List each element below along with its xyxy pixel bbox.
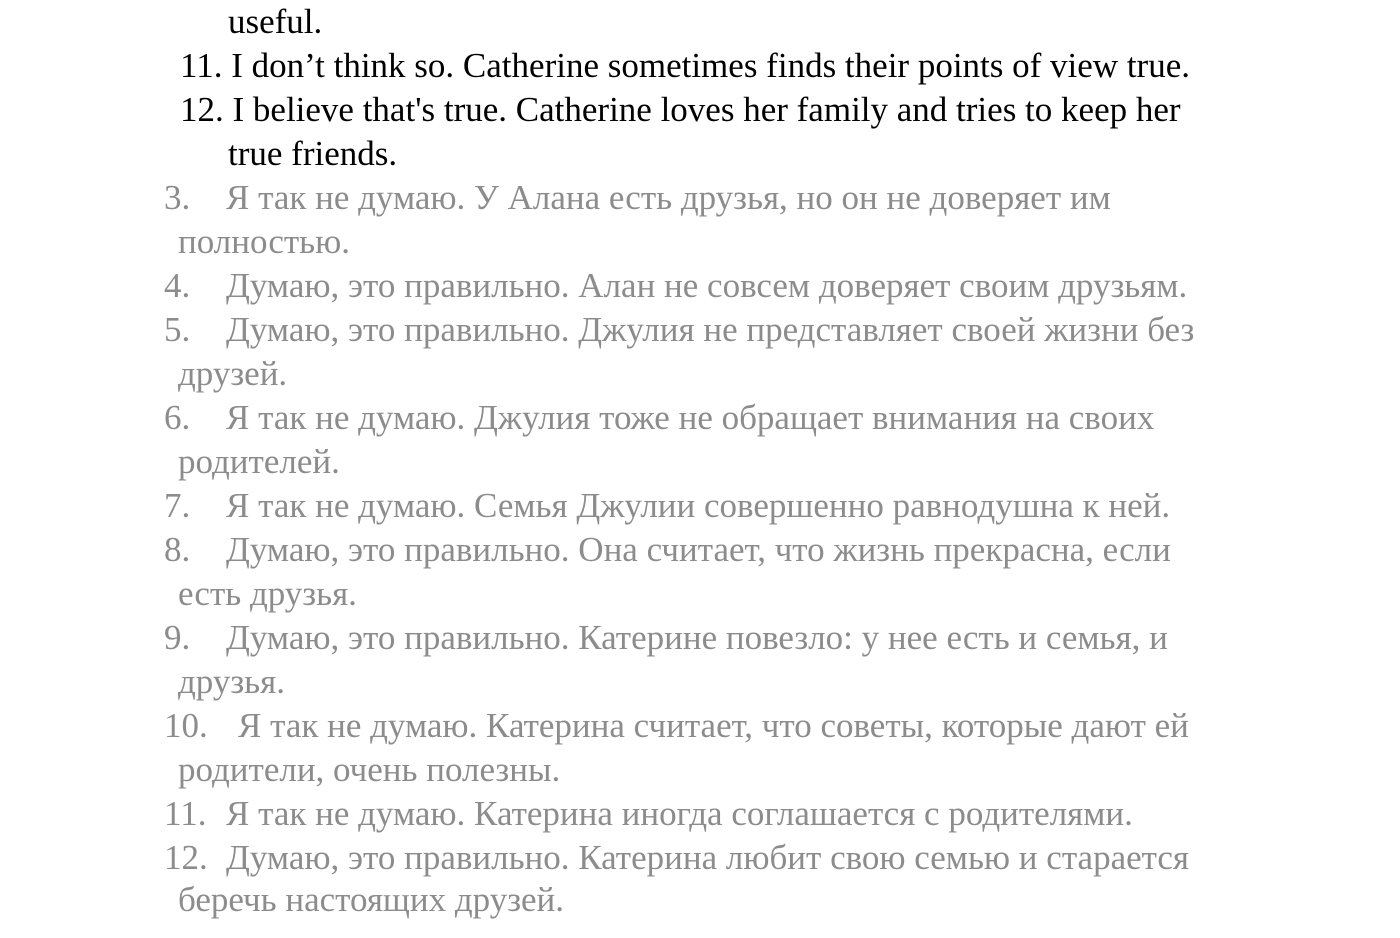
russian-item-10-text: Я так не думаю. Катерина считает, что советы, которые дают ей <box>238 706 1189 745</box>
russian-item-9-text: Думаю, это правильно. Катерине повезло: у нее есть и семья, и <box>226 618 1168 657</box>
english-item-11 <box>180 44 1190 88</box>
russian-item-9-continuation: друзья. <box>178 662 285 701</box>
russian-item-6-number: 6. <box>164 398 191 437</box>
russian-item-4-number: 4. <box>164 266 191 305</box>
russian-item-12-continuation: беречь настоящих друзей. <box>178 880 565 919</box>
english-item-11-number: 11. <box>180 46 223 85</box>
russian-item-12-number: 12. <box>164 838 208 877</box>
russian-item-7-number: 7. <box>164 486 191 525</box>
russian-item-5-number: 5. <box>164 310 191 349</box>
russian-item-8-continuation: есть друзья. <box>178 574 357 613</box>
russian-item-3-number: 3. <box>164 178 191 217</box>
english-item-12-number: 12. <box>180 90 224 129</box>
english-item-10-continuation-text: useful. <box>228 2 323 41</box>
russian-item-5-continuation: друзей. <box>178 354 288 393</box>
russian-item-5-text: Думаю, это правильно. Джулия не представляет своей жизни без <box>226 310 1195 349</box>
english-item-12 <box>180 88 1181 132</box>
russian-item-3-continuation: полностью. <box>178 222 351 261</box>
russian-item-10-number: 10. <box>164 706 208 745</box>
russian-item-8-number: 8. <box>164 530 191 569</box>
russian-item-12-text: Думаю, это правильно. Катерина любит свою семью и старается <box>226 838 1189 877</box>
english-item-12-text: I believe that's true. Catherine loves her family and tries to keep her <box>232 90 1181 129</box>
russian-item-4-text: Думаю, это правильно. Алан не совсем доверяет своим друзьям. <box>226 266 1188 305</box>
russian-item-9-number: 9. <box>164 618 191 657</box>
english-item-12-continuation <box>228 132 397 176</box>
russian-item-7-text: Я так не думаю. Семья Джулии совершенно равнодушна к ней. <box>226 486 1171 525</box>
russian-item-6-continuation: родителей. <box>178 442 340 481</box>
english-item-12-continuation-text: true friends. <box>228 134 398 173</box>
russian-item-8-text: Думаю, это правильно. Она считает, что жизнь прекрасна, если <box>226 530 1171 569</box>
russian-item-11-number: 11. <box>164 794 207 833</box>
russian-item-10-continuation: родители, очень полезны. <box>178 750 561 789</box>
russian-item-6-text: Я так не думаю. Джулия тоже не обращает внимания на своих <box>226 398 1155 437</box>
russian-item-11-text: Я так не думаю. Катерина иногда соглашается с родителями. <box>226 794 1133 833</box>
english-item-10-continuation <box>228 0 322 44</box>
russian-item-3-text: Я так не думаю. У Алана есть друзья, но он не доверяет им <box>226 178 1111 217</box>
english-item-11-text: I don’t think so. Catherine sometimes finds their points of view true. <box>231 46 1190 85</box>
